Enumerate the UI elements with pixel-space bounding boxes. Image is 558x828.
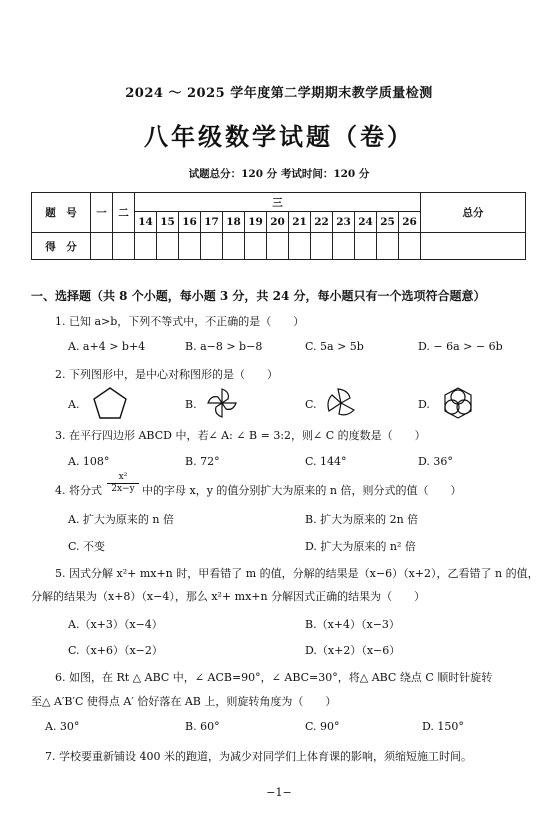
q4-stem-post: 中的字母 x，y 的值分别扩大为原来的 n 倍，则分式的值（ ） (142, 484, 462, 497)
score-cell[interactable] (113, 233, 135, 260)
q6-option-b[interactable]: B. 60° (185, 720, 220, 733)
sub-number: 17 (201, 212, 223, 233)
sub-number: 21 (289, 212, 311, 233)
q4-option-b[interactable]: B. 扩大为原来的 2n 倍 (305, 513, 419, 526)
q2-option-d[interactable]: D. (418, 398, 430, 411)
sub-number: 19 (245, 212, 267, 233)
q3-option-d[interactable]: D. 36° (418, 455, 453, 468)
score-cell-total[interactable] (421, 233, 526, 260)
sub-number: 25 (377, 212, 399, 233)
q6-option-d[interactable]: D. 150° (422, 720, 464, 733)
sub-number: 26 (399, 212, 421, 233)
col-two: 二 (113, 193, 135, 233)
q1-option-b[interactable]: B. a−8 > b−8 (185, 340, 263, 353)
q4-option-a[interactable]: A. 扩大为原来的 n 倍 (68, 513, 175, 526)
score-table (31, 192, 526, 260)
section-heading-choice: 一、选择题（共 8 个小题，每小题 3 分，共 24 分，每小题只有一个选项符合题意） (31, 289, 486, 303)
score-cell[interactable] (223, 233, 245, 260)
pinwheel-icon (205, 386, 239, 420)
col-total: 总分 (421, 193, 526, 233)
col-three: 三 (135, 193, 421, 212)
q4-fraction-denominator: 2x−y (111, 484, 135, 494)
q3-stem: 3. 在平行四边形 ABCD 中，若∠ A: ∠ B = 3:2，则∠ C 的度数是（ ） (55, 429, 426, 442)
sub-number: 23 (333, 212, 355, 233)
q2-option-a[interactable]: A. (68, 398, 80, 411)
score-cell[interactable] (135, 233, 157, 260)
sub-number: 14 (135, 212, 157, 233)
score-cell[interactable] (333, 233, 355, 260)
pentagon-icon (92, 386, 128, 420)
q5-option-c[interactable]: C.（x+6）（x−2） (68, 644, 163, 657)
q2-option-c[interactable]: C. (305, 398, 317, 411)
q5-option-d[interactable]: D.（x+2）（x−6） (305, 644, 401, 657)
q5-stem-line2: 分解的结果为（x+8）（x−4），那么 x²+ mx+n 分解因式正确的结果为（ ） (31, 590, 426, 603)
score-cell[interactable] (157, 233, 179, 260)
score-cell[interactable] (91, 233, 113, 260)
q6-option-a[interactable]: A. 30° (45, 720, 80, 733)
score-cell[interactable] (179, 233, 201, 260)
q4-stem-pre: 4. 将分式 (55, 484, 102, 497)
q4-option-d[interactable]: D. 扩大为原来的 n² 倍 (305, 540, 416, 553)
sub-number: 20 (267, 212, 289, 233)
row-label-question-number: 题 号 (32, 193, 91, 233)
q2-option-b[interactable]: B. (185, 398, 197, 411)
score-cell[interactable] (201, 233, 223, 260)
q1-option-a[interactable]: A. a+4 > b+4 (68, 340, 146, 353)
q3-option-b[interactable]: B. 72° (185, 455, 220, 468)
q5-option-b[interactable]: B.（x+4）（x−3） (305, 618, 400, 631)
q4-fraction-numerator: x² (107, 472, 139, 484)
q3-option-a[interactable]: A. 108° (68, 455, 110, 468)
q2-stem: 2. 下列图形中，是中心对称图形的是（ ） (55, 368, 278, 381)
q6-stem-line1: 6. 如图，在 Rt △ ABC 中，∠ ACB=90°，∠ ABC=30°，将△ ABC 绕点 C 顺时针旋转 (55, 671, 493, 684)
col-one: 一 (91, 193, 113, 233)
exam-header-line: 2024 ～ 2025 学年度第二学期期末教学质量检测 (125, 86, 433, 101)
three-blade-icon (324, 386, 358, 420)
exam-title: 八年级数学试题（卷） (144, 122, 414, 151)
q5-stem-line1: 5. 因式分解 x²+ mx+n 时，甲看错了 m 的值，分解的结果是（x−6）（x+2），乙看错了 n 的值， (55, 567, 539, 580)
q5-option-a[interactable]: A.（x+3）（x−4） (68, 618, 163, 631)
q4-option-c[interactable]: C. 不变 (68, 540, 106, 553)
score-cell[interactable] (399, 233, 421, 260)
q3-option-c[interactable]: C. 144° (305, 455, 347, 468)
q4-fraction (107, 472, 139, 495)
score-cell[interactable] (311, 233, 333, 260)
sub-number: 16 (179, 212, 201, 233)
q6-option-c[interactable]: C. 90° (305, 720, 340, 733)
score-cell[interactable] (245, 233, 267, 260)
sub-number: 18 (223, 212, 245, 233)
score-cell[interactable] (289, 233, 311, 260)
score-cell[interactable] (377, 233, 399, 260)
score-cell[interactable] (267, 233, 289, 260)
row-label-score: 得 分 (32, 233, 91, 260)
q1-option-d[interactable]: D. − 6a > − 6b (418, 340, 503, 353)
q1-stem: 1. 已知 a>b，下列不等式中，不正确的是（ ） (55, 315, 305, 328)
exam-info: 试题总分：120 分 考试时间：120 分 (188, 168, 370, 180)
page-number: −1− (266, 786, 292, 799)
q6-stem-line2: 至△ A′B′C 使得点 A′ 恰好落在 AB 上，则旋转角度为（ ） (31, 695, 337, 708)
sub-number: 15 (157, 212, 179, 233)
sub-number: 22 (311, 212, 333, 233)
circle-pattern-icon (440, 385, 476, 421)
q7-stem-line1: 7. 学校要重新铺设 400 米的跑道，为减少对同学们上体育课的影响，须缩短施工时间。 (45, 750, 472, 763)
score-cell[interactable] (355, 233, 377, 260)
sub-number: 24 (355, 212, 377, 233)
q1-option-c[interactable]: C. 5a > 5b (305, 340, 364, 353)
